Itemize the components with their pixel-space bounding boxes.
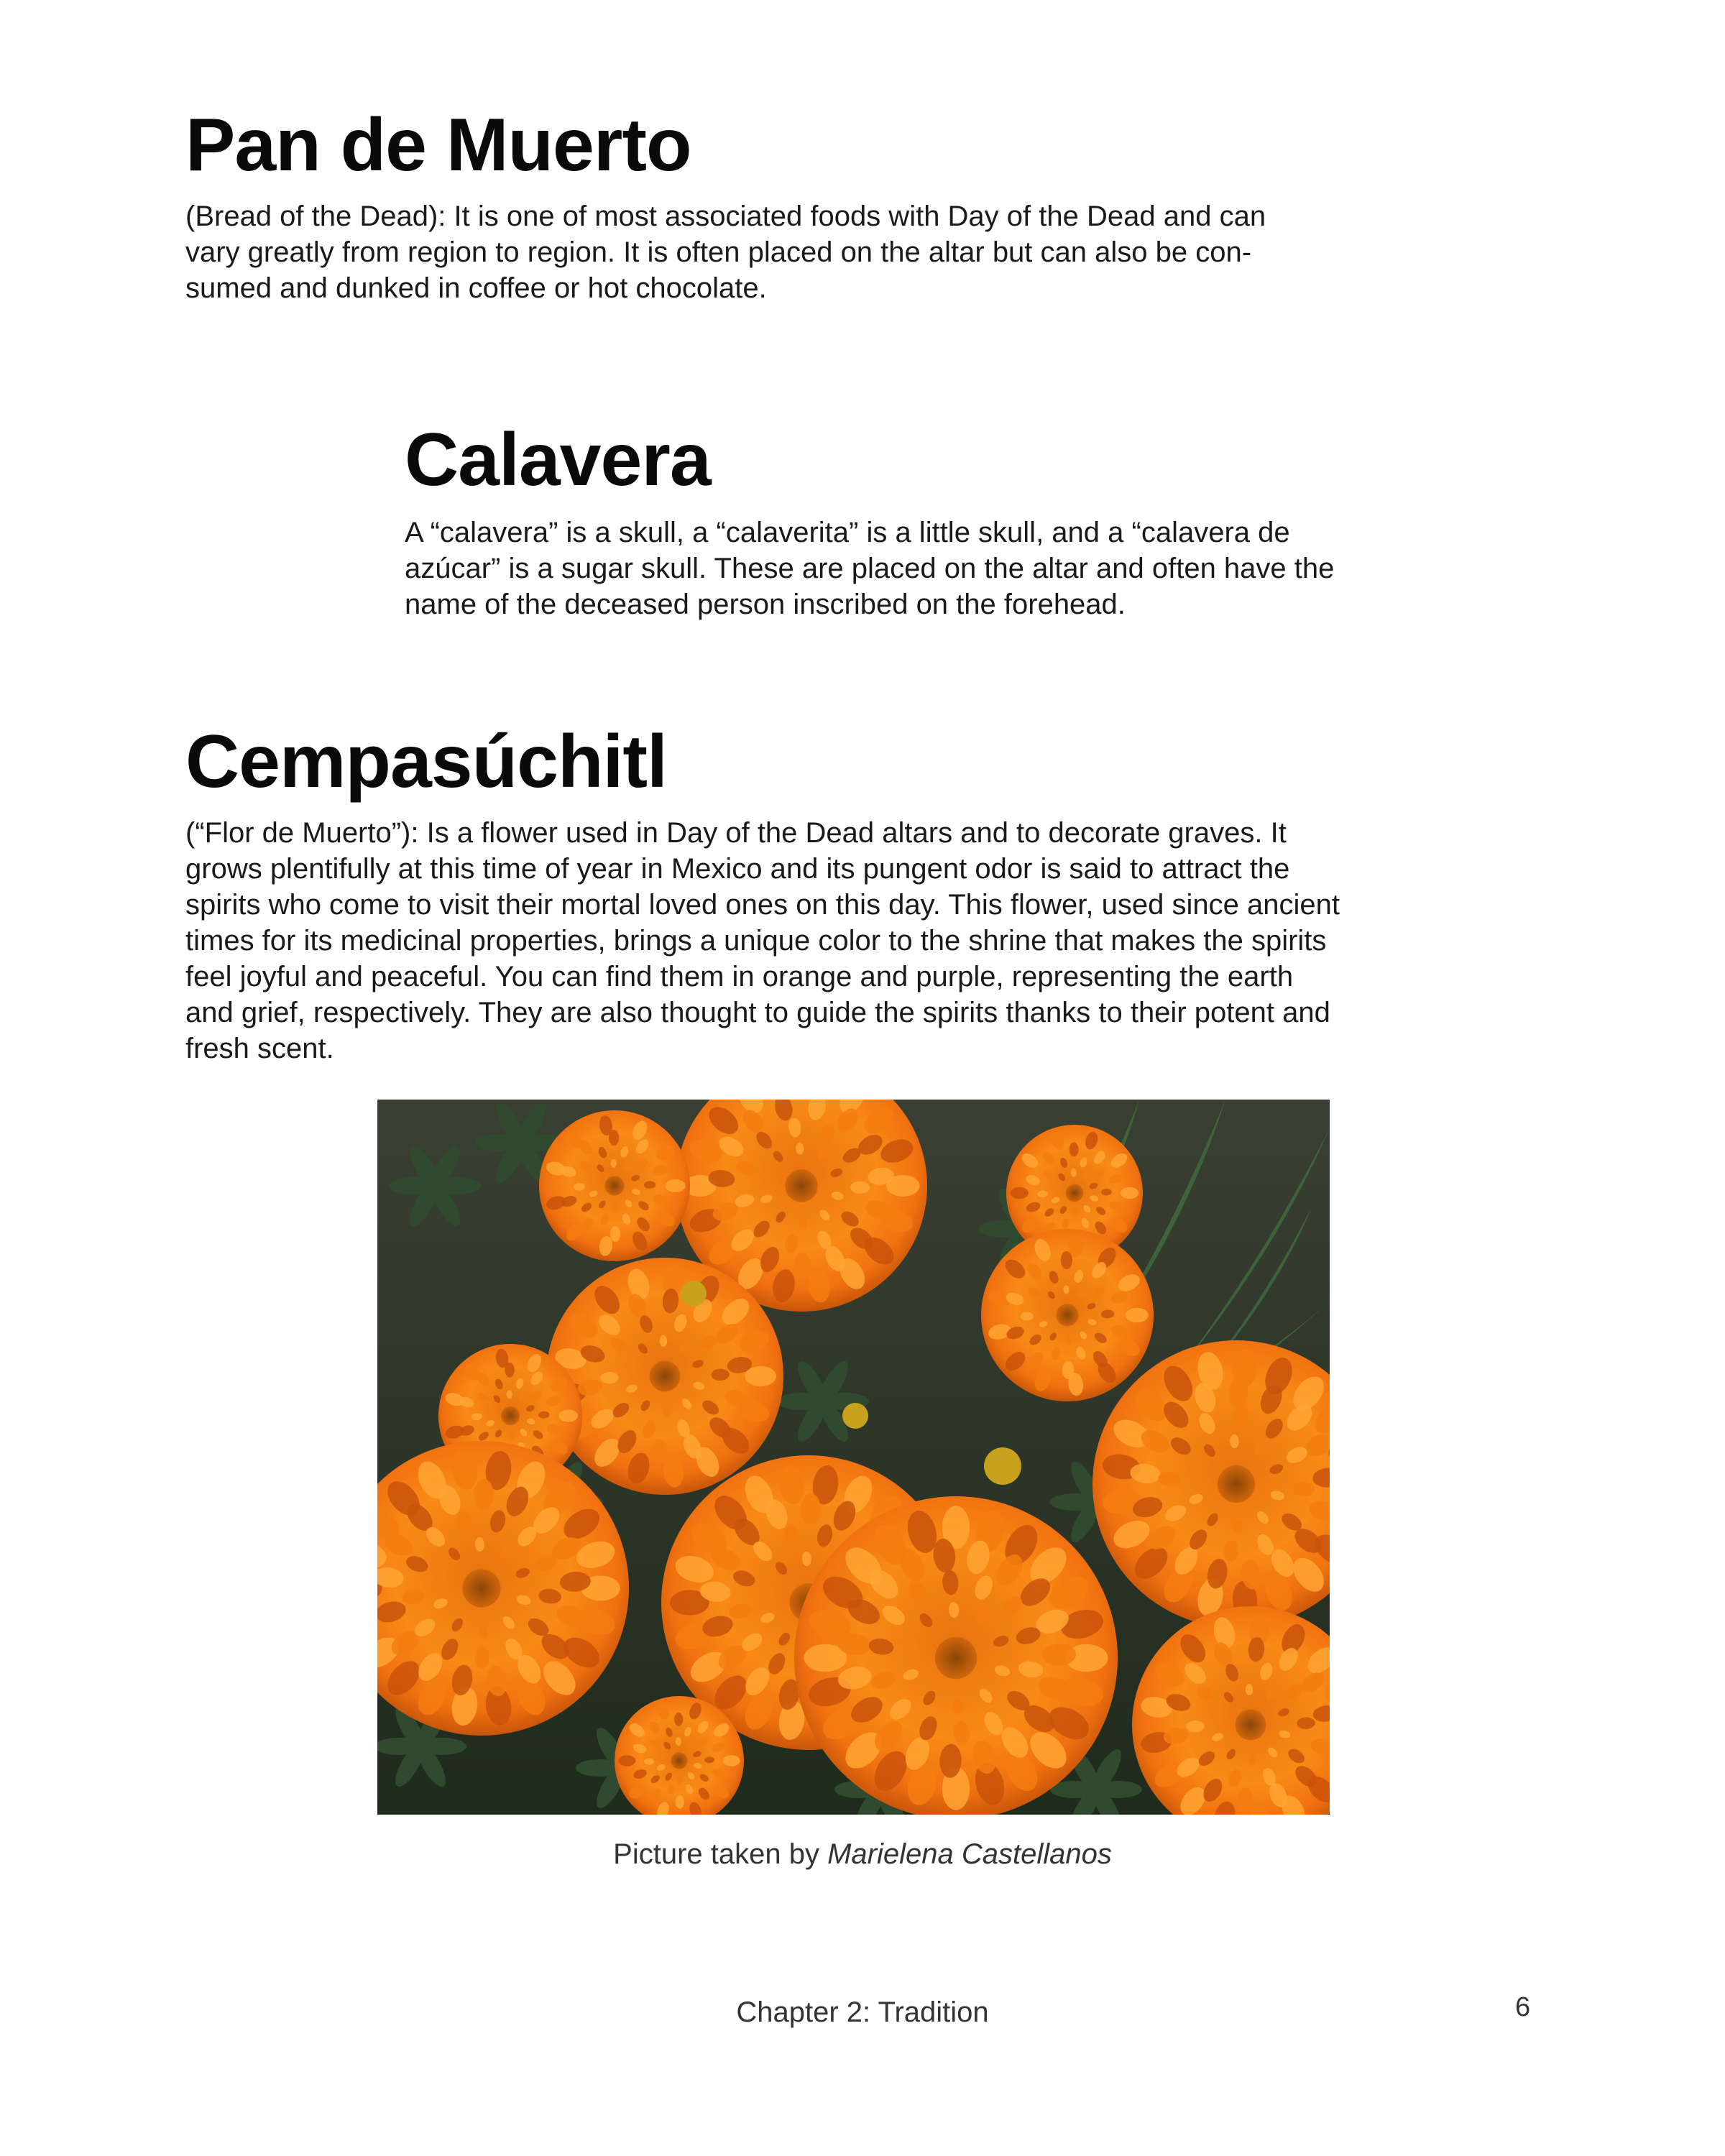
text-line: azúcar” is a sugar skull. These are placed on the altar and often have the bbox=[405, 553, 1335, 584]
paragraph-calavera bbox=[405, 515, 1334, 622]
text-line: spirits who come to visit their mortal loved ones on this day. This flower, used since ancient bbox=[185, 889, 1340, 921]
section-cempasuchitl bbox=[185, 720, 1340, 1067]
section-calavera bbox=[405, 418, 1335, 622]
marigold-bloom bbox=[539, 1110, 690, 1261]
caption-author: Marielena Castellanos bbox=[827, 1838, 1112, 1870]
text-line: name of the deceased person inscribed on the forehead. bbox=[405, 589, 1126, 620]
marigold-bloom bbox=[981, 1229, 1154, 1401]
marigold-illustration bbox=[377, 1100, 1330, 1815]
text-line: sumed and dunked in coffee or hot chocolate. bbox=[185, 272, 767, 304]
text-line: (“Flor de Muerto”): Is a flower used in Day of the Dead altars and to decorate graves. It bbox=[185, 817, 1287, 849]
text-line: times for its medicinal properties, brings a unique color to the shrine that makes the spirits bbox=[185, 925, 1327, 957]
heading-calavera: Calavera bbox=[405, 418, 711, 502]
text-line: (Bread of the Dead): It is one of most associated foods with Day of the Dead and can bbox=[185, 201, 1266, 232]
marigold-bud bbox=[842, 1403, 868, 1429]
marigold-photo bbox=[377, 1100, 1330, 1815]
paragraph-pan-de-muerto bbox=[185, 198, 1266, 306]
text-line: fresh scent. bbox=[185, 1033, 334, 1064]
section-pan-de-muerto bbox=[185, 103, 1266, 306]
text-line: and grief, respectively. They are also thought to guide the spirits thanks to their potent and bbox=[185, 997, 1330, 1028]
text-line: grows plentifully at this time of year in Mexico and its pungent odor is said to attract the bbox=[185, 853, 1290, 885]
paragraph-cempasuchitl bbox=[185, 815, 1340, 1067]
page-number: 6 bbox=[1515, 1992, 1531, 2022]
marigold-bloom bbox=[794, 1496, 1118, 1815]
marigold-bloom bbox=[546, 1258, 783, 1495]
text-line: feel joyful and peaceful. You can find them in orange and purple, representing the earth bbox=[185, 961, 1294, 992]
heading-cempasuchitl: Cempasúchitl bbox=[185, 720, 667, 803]
text-line: vary greatly from region to region. It is often placed on the altar but can also be con- bbox=[185, 236, 1252, 268]
text-line: A “calavera” is a skull, a “calaverita” is a little skull, and a “calavera de bbox=[405, 517, 1290, 548]
marigold-bud bbox=[984, 1447, 1021, 1485]
caption-prefix: Picture taken by bbox=[613, 1838, 828, 1870]
photo-caption bbox=[0, 1836, 1725, 1872]
footer-chapter: Chapter 2: Tradition bbox=[736, 1996, 989, 2028]
heading-pan-de-muerto: Pan de Muerto bbox=[185, 103, 691, 187]
marigold-bud bbox=[681, 1281, 707, 1307]
